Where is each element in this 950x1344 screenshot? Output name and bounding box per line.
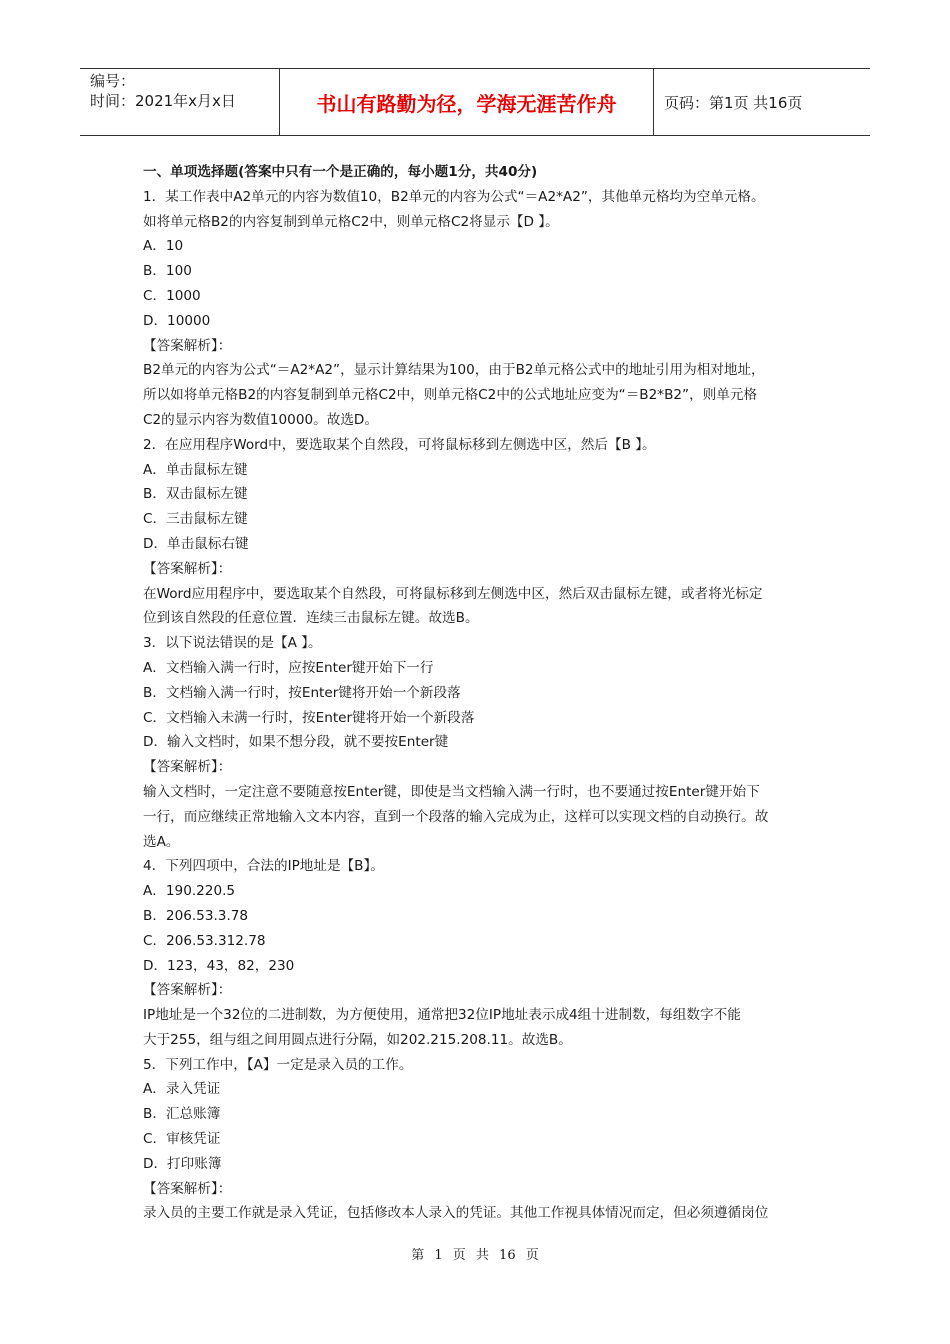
text-line: 1．某工作表中A2单元的内容为数值10，B2单元的内容为公式“＝A2*A2”，其他单元格均为空单元格。 — [143, 188, 765, 205]
text-line: 位到该自然段的任意位置．连续三击鼠标左键。故选B。 — [143, 610, 479, 627]
question-list — [143, 185, 811, 1226]
page-footer: 第 1 页 共 16 页 — [411, 1248, 539, 1263]
text-line: A．10 — [143, 238, 184, 255]
text-line: 大于255，组与组之间用圆点进行分隔，如202.215.208.11。故选B。 — [143, 1031, 572, 1048]
text-line: 录入员的主要工作就是录入凭证，包括修改本人录入的凭证。其他工作视具体情况而定，但必须遵循岗位 — [143, 1205, 769, 1222]
text-line: B．双击鼠标左键 — [143, 486, 248, 503]
text-line: C．文档输入未满一行时，按Enter键将开始一个新段落 — [143, 709, 475, 726]
text-line: 【答案解析】： — [143, 982, 232, 999]
text-line: A．单击鼠标左键 — [143, 461, 248, 478]
text-line: 3．以下说法错误的是【A 】。 — [143, 635, 322, 652]
header-motto: 书山有路勤为径，学海无涯苦作舟 — [280, 69, 654, 135]
text-line: 【答案解析】： — [143, 560, 232, 577]
text-line: C．206.53.312.78 — [143, 932, 266, 949]
text-line: B．汇总账簿 — [143, 1106, 221, 1123]
text-line: 4．下列四项中，合法的IP地址是【B】。 — [143, 858, 384, 875]
text-line: 【答案解析】： — [143, 759, 232, 776]
text-line: A．录入凭证 — [143, 1081, 221, 1098]
text-line: 一行，而应继续正常地输入文本内容，直到一个段落的输入完成为止，这样可以实现文档的自动换行。故 — [143, 808, 769, 825]
text-line: B2单元的内容为公式“＝A2*A2”，显示计算结果为100，由于B2单元格公式中的地址引用为相对地址， — [143, 362, 765, 379]
text-line: 【答案解析】： — [143, 1180, 232, 1197]
text-line: B．100 — [143, 263, 192, 280]
section-title: 一、单项选择题(答案中只有一个是正确的，每小题1分，共40分) — [143, 164, 538, 180]
text-line: 5．下列工作中，【A】一定是录入员的工作。 — [143, 1056, 413, 1073]
text-line: D．打印账簿 — [143, 1155, 222, 1172]
text-line: B．206.53.3.78 — [143, 907, 249, 924]
text-line: 选A。 — [143, 833, 180, 850]
header-meta — [80, 69, 280, 135]
text-line: IP地址是一个32位的二进制数，为方便使用，通常把32位IP地址表示成4组十进制数，每组数字不能 — [143, 1007, 741, 1024]
text-line: D．输入文档时，如果不想分段，就不要按Enter键 — [143, 734, 449, 751]
text-line: 【答案解析】： — [143, 337, 232, 354]
text-line: C2的显示内容为数值10000。故选D。 — [143, 411, 378, 428]
text-line: D．10000 — [143, 312, 211, 329]
text-line: 输入文档时，一定注意不要随意按Enter键，即使是当文档输入满一行时，也不要通过按Enter键开始下 — [143, 783, 760, 800]
text-line: 在Word应用程序中，要选取某个自然段，可将鼠标移到左侧选中区，然后双击鼠标左键，或者将光标定 — [143, 585, 763, 602]
header-page-info: 页码：第1页 共16页 — [664, 93, 803, 112]
text-line: D．单击鼠标右键 — [143, 535, 249, 552]
text-line: B．文档输入满一行时，按Enter键将开始一个新段落 — [143, 684, 461, 701]
text-line: C．三击鼠标左键 — [143, 511, 248, 528]
text-line: 所以如将单元格B2的内容复制到单元格C2中，则单元格C2中的公式地址应变为“＝B2*B2”，则单元格 — [143, 387, 758, 404]
document-time-label: 时间：2021年x月x日 — [90, 92, 236, 110]
text-line: C．审核凭证 — [143, 1131, 221, 1148]
text-line: 2．在应用程序Word中，要选取某个自然段，可将鼠标移到左侧选中区，然后【B 】。 — [143, 436, 656, 453]
document-number-label: 编号： — [90, 72, 136, 90]
document-body — [143, 160, 811, 1226]
document-header — [80, 68, 870, 136]
text-line: A．190.220.5 — [143, 883, 236, 900]
text-line: D．123，43，82，230 — [143, 957, 295, 974]
text-line: 如将单元格B2的内容复制到单元格C2中，则单元格C2将显示【D 】。 — [143, 213, 559, 230]
text-line: A．文档输入满一行时，应按Enter键开始下一行 — [143, 659, 434, 676]
text-line: C．1000 — [143, 287, 201, 304]
